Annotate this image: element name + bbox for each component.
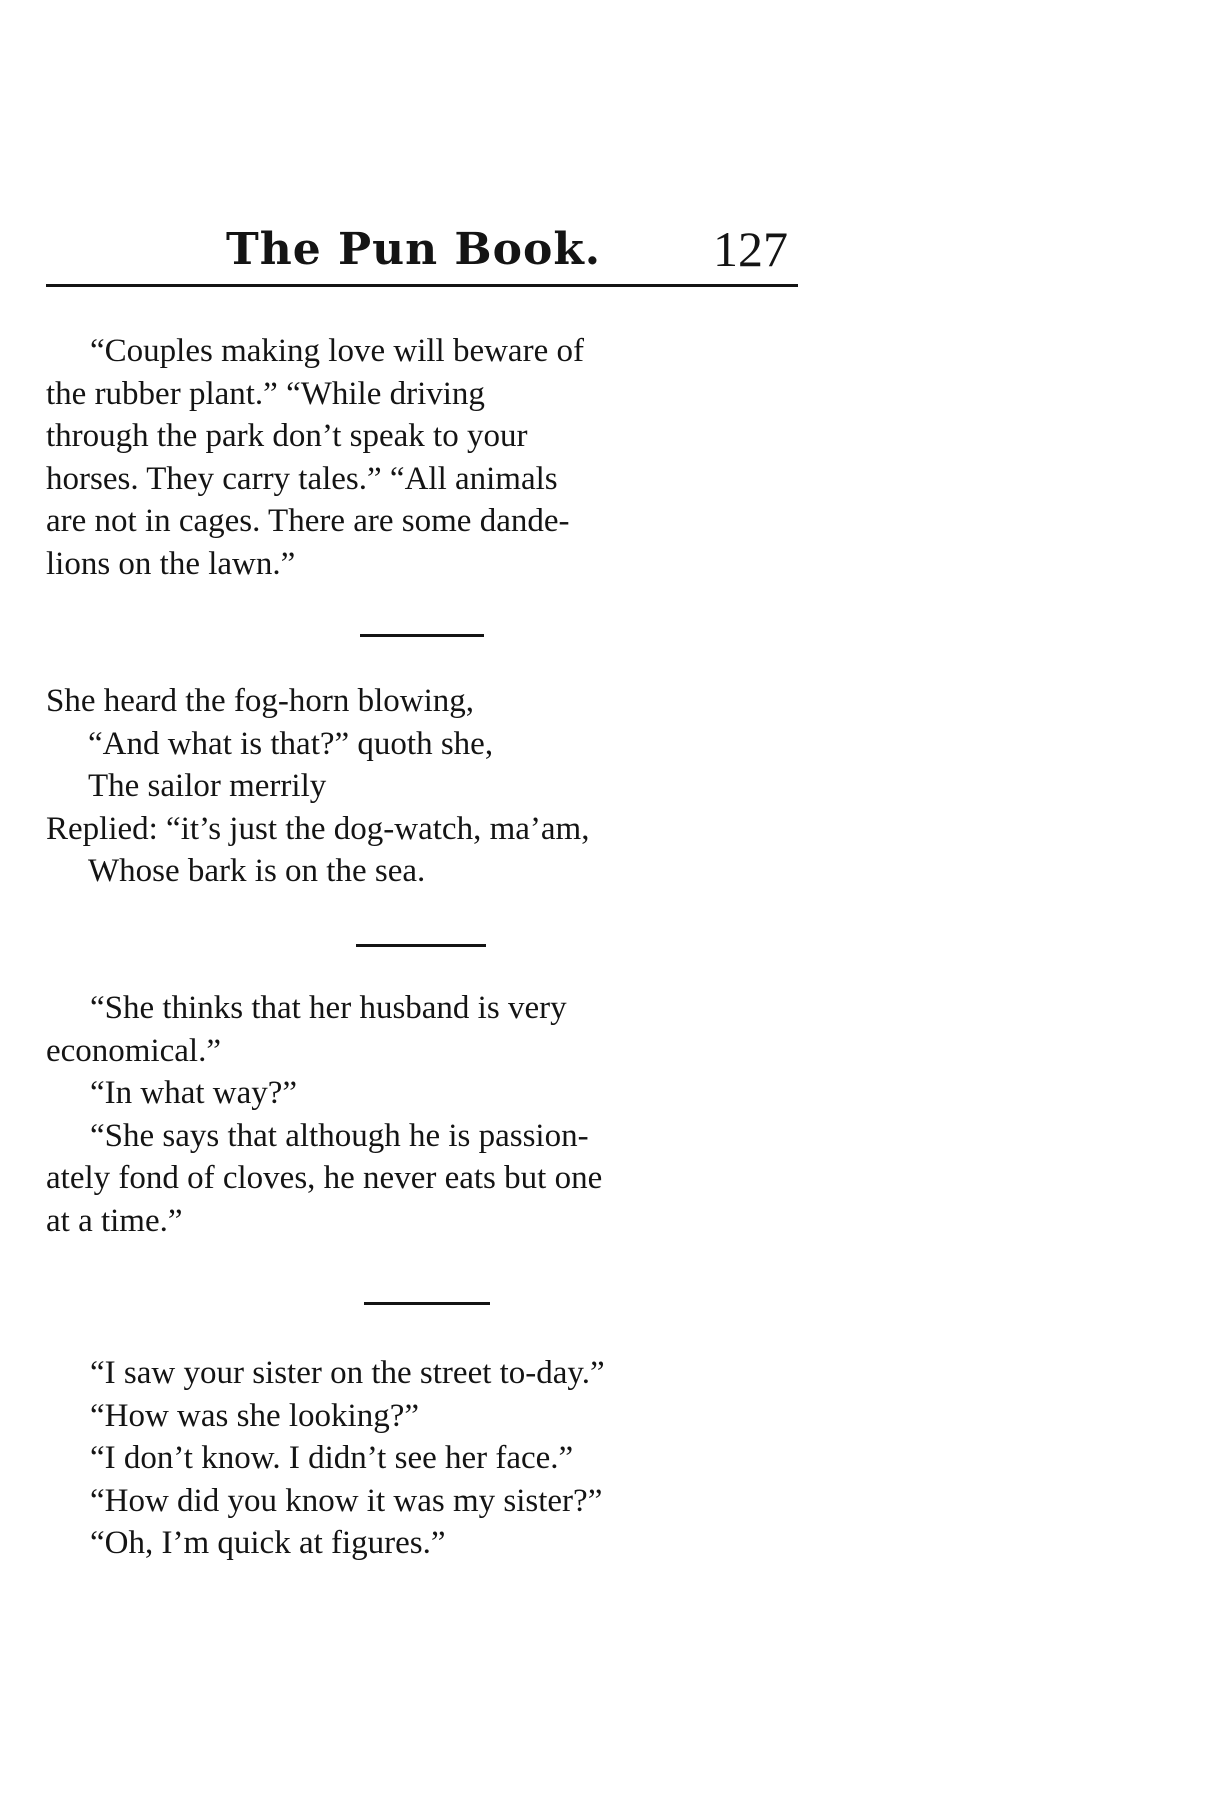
- text-line: “She thinks that her husband is very: [90, 990, 567, 1026]
- text-line: the rubber plant.” “While driving: [46, 375, 485, 412]
- text-line: through the park don’t speak to your: [46, 418, 528, 454]
- poem-line: “And what is that?” quoth she,: [88, 725, 494, 762]
- text-line: “I saw your sister on the street to-day.”: [90, 1355, 605, 1391]
- section-divider: [364, 1302, 490, 1305]
- text-line: at a time.”: [46, 1202, 183, 1239]
- text-line: “In what way?”: [90, 1075, 298, 1111]
- text-line: lions on the lawn.”: [46, 545, 296, 582]
- running-title: The Pun Book.: [226, 224, 602, 275]
- pun-dialogue-figures: [46, 1352, 798, 1565]
- text-line: “Oh, I’m quick at figures.”: [90, 1525, 446, 1561]
- text-line: horses. They carry tales.” “All animals: [46, 460, 558, 497]
- pun-paragraph-rubber-plant: [46, 330, 798, 585]
- poem-line: The sailor merrily: [88, 768, 327, 804]
- pun-dialogue-cloves: [46, 987, 798, 1242]
- pun-poem-dog-watch: [46, 680, 798, 893]
- text-line: “How was she looking?”: [90, 1397, 420, 1434]
- text-line: economical.”: [46, 1032, 221, 1069]
- section-divider: [356, 944, 486, 947]
- text-line: “How did you know it was my sister?”: [90, 1482, 603, 1519]
- poem-line: She heard the fog-horn blowing,: [46, 683, 474, 719]
- poem-line: Whose bark is on the sea.: [88, 853, 426, 889]
- page-header: [46, 218, 798, 288]
- text-line: “I don’t know. I didn’t see her face.”: [90, 1440, 574, 1476]
- text-line: ately fond of cloves, he never eats but one: [46, 1160, 603, 1196]
- text-line: are not in cages. There are some dande-: [46, 503, 570, 539]
- text-line: “Couples making love will beware of: [90, 333, 584, 369]
- header-rule: [46, 284, 798, 287]
- text-line: “She says that although he is passion-: [90, 1117, 589, 1154]
- page-number: 127: [713, 221, 788, 277]
- section-divider: [360, 634, 484, 637]
- poem-line: Replied: “it’s just the dog-watch, ma’am,: [46, 810, 590, 847]
